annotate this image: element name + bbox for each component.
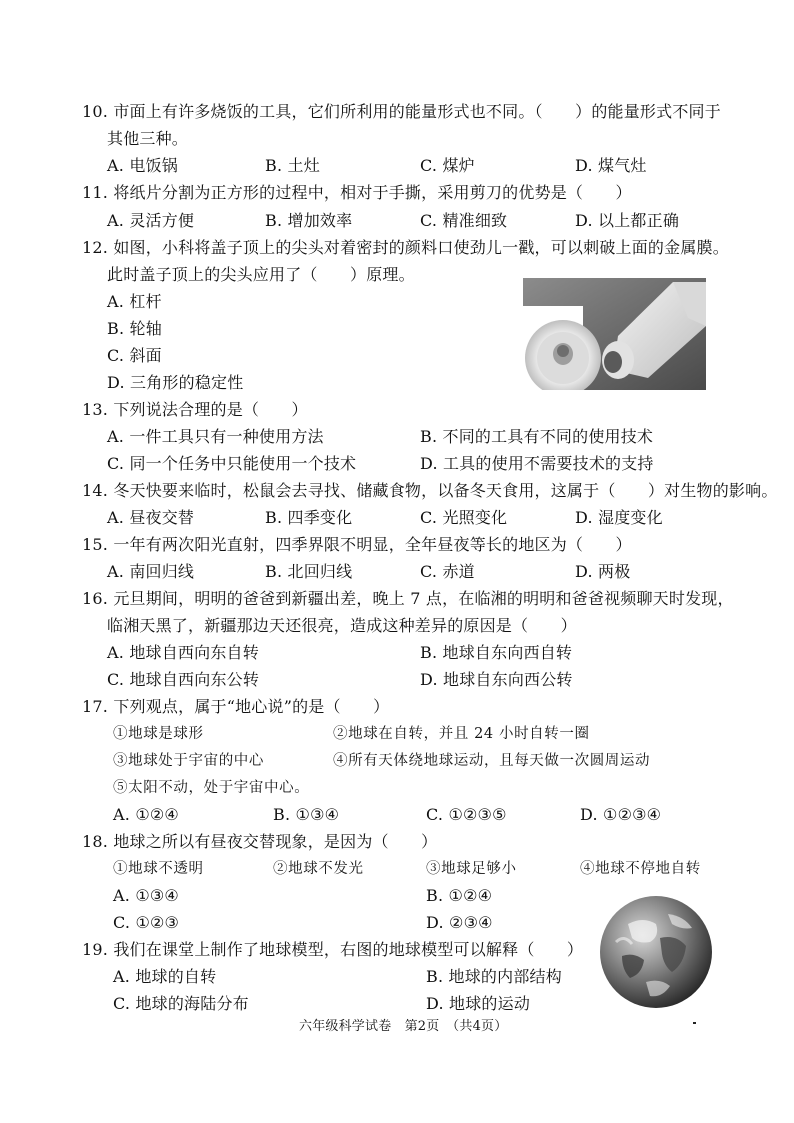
question-11-stem: 11. 将纸片分割为正方形的过程中，相对于手撕，采用剪刀的优势是（ ）	[82, 183, 632, 202]
question-10-option-a: A. 电饭锅	[107, 156, 178, 175]
paint-tube-photo	[523, 278, 706, 390]
question-16-option-d: D. 地球自东向西公转	[420, 670, 573, 689]
question-14-option-b: B. 四季变化	[265, 508, 353, 527]
question-18-statement-1: ①地球不透明	[113, 861, 204, 877]
question-18-option-b: B. ①②④	[426, 886, 493, 905]
question-10-stem-line-2: 其他三种。	[107, 129, 189, 148]
question-12-stem-line-2: 此时盖子顶上的尖头应用了（ ）原理。	[107, 265, 415, 284]
earth-globe-image	[598, 894, 714, 1010]
question-10-stem-line-1: 10. 市面上有许多烧饭的工具，它们所利用的能量形式也不同。（ ）的能量形式不同于	[82, 102, 721, 121]
question-13-option-b: B. 不同的工具有不同的使用技术	[420, 427, 654, 446]
question-10-option-c: C. 煤炉	[420, 156, 475, 175]
question-19-option-d: D. 地球的运动	[426, 994, 531, 1013]
scan-speck	[693, 1022, 696, 1024]
question-17-option-d: D. ①②③④	[580, 805, 662, 824]
question-17-statement-5: ⑤太阳不动，处于宇宙中心。	[113, 780, 310, 796]
question-19-option-b: B. 地球的内部结构	[426, 967, 562, 986]
question-11-option-d: D. 以上都正确	[575, 211, 680, 230]
question-18-statement-4: ④地球不停地自转	[580, 861, 701, 877]
question-19-option-a: A. 地球的自转	[113, 967, 217, 986]
question-12-stem-line-1: 12. 如图，小科将盖子顶上的尖头对着密封的颜料口使劲儿一戳，可以刺破上面的金属膜。	[82, 238, 729, 257]
question-11-option-b: B. 增加效率	[265, 211, 353, 230]
question-18-option-a: A. ①③④	[113, 886, 179, 905]
question-18-option-c: C. ①②③	[113, 913, 180, 932]
question-12-option-a: A. 杠杆	[107, 292, 162, 311]
question-15-option-b: B. 北回归线	[265, 562, 353, 581]
question-16-stem-line-2: 临湘天黑了，新疆那边天还很亮，造成这种差异的原因是（ ）	[107, 616, 577, 635]
question-17-option-a: A. ①②④	[113, 805, 179, 824]
question-18-option-d: D. ②③④	[426, 913, 493, 932]
page-footer: 六年级科学试卷 第2页 （共4页）	[299, 1019, 508, 1034]
question-17-statement-2: ②地球在自转，并且 24 小时自转一圈	[333, 726, 590, 742]
question-13-option-c: C. 同一个任务中只能使用一个技术	[107, 454, 357, 473]
question-18-statement-2: ②地球不发光	[273, 861, 364, 877]
question-17-statement-1: ①地球是球形	[113, 726, 204, 742]
question-19-stem: 19. 我们在课堂上制作了地球模型，右图的地球模型可以解释（ ）	[82, 940, 584, 959]
question-14-option-c: C. 光照变化	[420, 508, 508, 527]
question-13-stem: 13. 下列说法合理的是（ ）	[82, 400, 308, 419]
question-16-option-a: A. 地球自西向东自转	[107, 643, 259, 662]
question-12-option-b: B. 轮轴	[107, 319, 162, 338]
question-10-option-d: D. 煤气灶	[575, 156, 647, 175]
question-17-option-b: B. ①③④	[273, 805, 340, 824]
question-13-option-d: D. 工具的使用不需要技术的支持	[420, 454, 654, 473]
question-15-option-d: D. 两极	[575, 562, 631, 581]
question-12-option-c: C. 斜面	[107, 346, 162, 365]
question-14-stem: 14. 冬天快要来临时，松鼠会去寻找、储藏食物，以备冬天食用，这属于（ ）对生物的影响。	[82, 481, 778, 500]
question-16-option-b: B. 地球自东向西自转	[420, 643, 573, 662]
question-15-stem: 15. 一年有两次阳光直射，四季界限不明显，全年昼夜等长的地区为（ ）	[82, 535, 632, 554]
question-14-option-a: A. 昼夜交替	[107, 508, 195, 527]
question-10-option-b: B. 土灶	[265, 156, 320, 175]
question-17-option-c: C. ①②③⑤	[426, 805, 507, 824]
question-15-option-a: A. 南回归线	[107, 562, 195, 581]
question-17-statement-4: ④所有天体绕地球运动，且每天做一次圆周运动	[333, 753, 651, 769]
question-19-option-c: C. 地球的海陆分布	[113, 994, 249, 1013]
question-12-option-d: D. 三角形的稳定性	[107, 373, 244, 392]
question-17-stem: 17. 下列观点，属于“地心说”的是（ ）	[82, 697, 390, 716]
question-13-option-a: A. 一件工具只有一种使用方法	[107, 427, 324, 446]
question-11-option-c: C. 精准细致	[420, 211, 508, 230]
question-15-option-c: C. 赤道	[420, 562, 475, 581]
question-18-stem: 18. 地球之所以有昼夜交替现象，是因为（ ）	[82, 832, 438, 851]
question-18-statement-3: ③地球足够小	[426, 861, 517, 877]
question-14-option-d: D. 湿度变化	[575, 508, 663, 527]
question-11-option-a: A. 灵活方便	[107, 211, 195, 230]
question-16-option-c: C. 地球自西向东公转	[107, 670, 260, 689]
question-17-statement-3: ③地球处于宇宙的中心	[113, 753, 264, 769]
question-16-stem-line-1: 16. 元旦期间，明明的爸爸到新疆出差，晚上 7 点，在临湘的明明和爸爸视频聊天时发现，	[82, 589, 734, 608]
